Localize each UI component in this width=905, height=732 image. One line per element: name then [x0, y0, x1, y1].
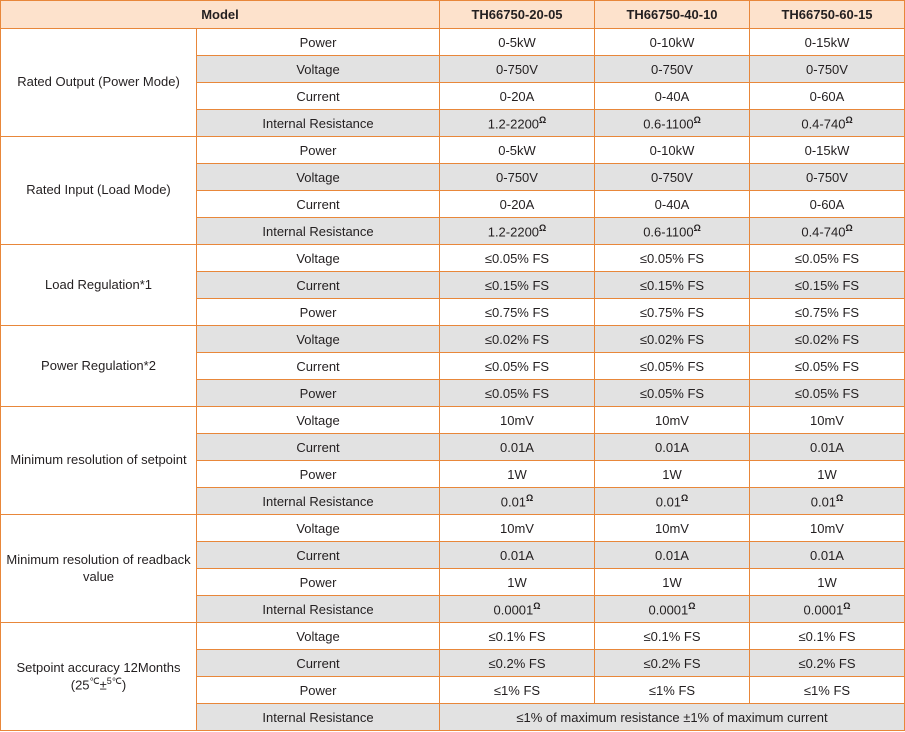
value-text: 0.0001 — [493, 602, 534, 618]
value-text: 0.4-740 — [801, 224, 846, 240]
ohm-unit-icon: Ω — [693, 114, 701, 125]
value-cell-merged: ≤1% of maximum resistance ±1% of maximum current — [440, 704, 905, 731]
value-text: ≤0.02% FS — [639, 331, 705, 347]
value-cell — [750, 623, 905, 650]
temp-prefix: (25 — [70, 677, 90, 693]
value-cell — [750, 218, 905, 245]
value-cell — [595, 542, 750, 569]
value-text: 0-60A — [809, 88, 845, 104]
temp-plusminus: ± — [99, 677, 107, 693]
header-row — [1, 1, 905, 29]
value-text: ≤0.75% FS — [484, 304, 550, 320]
value-cell — [595, 461, 750, 488]
value-text: ≤0.05% FS — [639, 250, 705, 266]
value-text: 1W — [507, 574, 527, 590]
value-cell — [750, 191, 905, 218]
parameter-label: Current — [197, 434, 440, 461]
value-text: 0.6-1100 — [643, 224, 694, 240]
value-cell — [750, 542, 905, 569]
value-text: 0-750V — [651, 61, 693, 77]
parameter-label: Internal Resistance — [197, 488, 440, 515]
value-text: 1.2-2200 — [487, 224, 540, 240]
row-group-label: Load Regulation*1 — [1, 245, 197, 326]
value-text: 0-5kW — [498, 142, 536, 158]
value-cell — [440, 353, 595, 380]
value-cell — [595, 164, 750, 191]
parameter-label: Internal Resistance — [197, 218, 440, 245]
value-text: 0.01A — [500, 439, 534, 455]
row-group-label: Rated Output (Power Mode) — [1, 29, 197, 137]
model-column-3: TH66750-60-15 — [750, 1, 905, 29]
parameter-label: Voltage — [197, 164, 440, 191]
value-text: 10mV — [500, 520, 534, 536]
row-group-label-line1: Setpoint accuracy 12Months — [16, 659, 181, 675]
value-cell — [750, 299, 905, 326]
ohm-unit-icon: Ω — [539, 222, 547, 233]
value-cell — [750, 137, 905, 164]
row-group-label: Minimum resolution of readback value — [1, 515, 197, 623]
row-group-label — [1, 623, 197, 731]
parameter-label: Current — [197, 542, 440, 569]
value-text: ≤0.15% FS — [794, 277, 860, 293]
value-cell — [750, 245, 905, 272]
value-text: 0.01A — [500, 547, 534, 563]
table-row — [1, 29, 905, 56]
value-text: 0-15kW — [804, 34, 850, 50]
parameter-label: Current — [197, 83, 440, 110]
table-row — [1, 137, 905, 164]
value-cell — [595, 677, 750, 704]
value-text: 0.0001 — [803, 602, 844, 618]
value-text: ≤0.05% FS — [484, 358, 550, 374]
ohm-unit-icon: Ω — [836, 492, 844, 503]
value-text: 1W — [817, 574, 837, 590]
ohm-unit-icon: Ω — [681, 492, 689, 503]
value-text: 10mV — [655, 520, 689, 536]
value-cell — [595, 596, 750, 623]
value-cell — [440, 164, 595, 191]
value-text: 1W — [817, 466, 837, 482]
value-cell — [595, 353, 750, 380]
value-cell — [440, 542, 595, 569]
value-cell — [750, 596, 905, 623]
value-cell — [440, 380, 595, 407]
value-text: 10mV — [655, 412, 689, 428]
value-cell — [595, 110, 750, 137]
parameter-label: Power — [197, 461, 440, 488]
row-group-label: Rated Input (Load Mode) — [1, 137, 197, 245]
value-cell — [595, 29, 750, 56]
value-text: 0-5kW — [498, 34, 536, 50]
table-row — [1, 515, 905, 542]
value-cell — [440, 434, 595, 461]
value-text: ≤0.15% FS — [484, 277, 550, 293]
value-cell — [595, 56, 750, 83]
value-text: 10mV — [810, 520, 844, 536]
value-text: 0-40A — [654, 196, 690, 212]
value-cell — [595, 380, 750, 407]
value-cell — [440, 515, 595, 542]
value-text: 0-750V — [806, 61, 848, 77]
value-cell — [750, 326, 905, 353]
parameter-label: Power — [197, 380, 440, 407]
value-cell — [440, 299, 595, 326]
parameter-label: Power — [197, 569, 440, 596]
value-text: ≤0.2% FS — [643, 655, 701, 671]
degree-celsius-icon: ℃ — [89, 675, 100, 686]
value-cell — [750, 488, 905, 515]
table-row — [1, 245, 905, 272]
table-body — [1, 29, 905, 731]
value-text: 0-10kW — [649, 142, 695, 158]
value-text: 0-20A — [499, 88, 535, 104]
value-text: ≤0.05% FS — [794, 385, 860, 401]
value-cell — [440, 407, 595, 434]
table-row — [1, 623, 905, 650]
value-text: 0-40A — [654, 88, 690, 104]
value-text: ≤1% FS — [648, 682, 696, 698]
value-cell — [595, 245, 750, 272]
value-text: ≤1% FS — [803, 682, 851, 698]
value-cell — [595, 434, 750, 461]
value-cell — [440, 29, 595, 56]
value-text: 1.2-2200 — [487, 116, 540, 132]
value-cell — [440, 650, 595, 677]
value-cell — [750, 83, 905, 110]
value-cell — [595, 218, 750, 245]
table-header — [1, 1, 905, 29]
value-cell — [595, 515, 750, 542]
row-group-label-line2 — [1, 676, 196, 694]
value-cell — [440, 110, 595, 137]
value-cell — [595, 569, 750, 596]
value-cell — [595, 137, 750, 164]
parameter-label: Voltage — [197, 515, 440, 542]
value-cell — [595, 407, 750, 434]
ohm-unit-icon: Ω — [533, 600, 541, 611]
value-cell — [750, 353, 905, 380]
parameter-label: Current — [197, 353, 440, 380]
value-text: ≤0.75% FS — [794, 304, 860, 320]
value-cell — [750, 650, 905, 677]
value-cell — [440, 137, 595, 164]
ohm-unit-icon: Ω — [526, 492, 534, 503]
value-text: ≤0.05% FS — [794, 358, 860, 374]
value-text: 0.01 — [810, 494, 837, 510]
value-cell — [440, 191, 595, 218]
value-text: ≤0.1% FS — [643, 628, 701, 644]
value-text: 0.4-740 — [801, 116, 846, 132]
value-cell — [750, 56, 905, 83]
value-text: ≤0.1% FS — [798, 628, 856, 644]
value-cell — [750, 677, 905, 704]
value-cell — [440, 623, 595, 650]
value-text: ≤0.05% FS — [639, 358, 705, 374]
value-text: 0.01A — [655, 547, 689, 563]
table-row — [1, 326, 905, 353]
value-text: ≤0.1% FS — [488, 628, 546, 644]
row-group-label: Power Regulation*2 — [1, 326, 197, 407]
value-text: 0-15kW — [804, 142, 850, 158]
parameter-label: Power — [197, 677, 440, 704]
value-cell — [440, 272, 595, 299]
parameter-label: Internal Resistance — [197, 110, 440, 137]
value-text: ≤0.05% FS — [484, 250, 550, 266]
value-text: 0.01 — [655, 494, 682, 510]
parameter-label: Voltage — [197, 56, 440, 83]
parameter-label: Power — [197, 29, 440, 56]
value-text: 0-20A — [499, 196, 535, 212]
ohm-unit-icon: Ω — [845, 114, 853, 125]
value-cell — [750, 110, 905, 137]
value-cell — [440, 461, 595, 488]
value-text: 0-60A — [809, 196, 845, 212]
value-cell — [750, 569, 905, 596]
value-cell — [440, 83, 595, 110]
parameter-label: Current — [197, 650, 440, 677]
value-text: ≤0.02% FS — [484, 331, 550, 347]
value-text: ≤0.2% FS — [798, 655, 856, 671]
value-cell — [440, 245, 595, 272]
value-cell — [440, 677, 595, 704]
parameter-label: Power — [197, 137, 440, 164]
value-text: 0-750V — [651, 169, 693, 185]
value-cell — [750, 461, 905, 488]
temp-suffix: ) — [121, 677, 127, 693]
value-cell — [750, 434, 905, 461]
value-cell — [750, 272, 905, 299]
value-cell — [440, 56, 595, 83]
temp-tolerance: 5℃ — [106, 675, 122, 686]
value-cell — [440, 569, 595, 596]
table-row — [1, 407, 905, 434]
parameter-label: Current — [197, 191, 440, 218]
value-text: ≤0.02% FS — [794, 331, 860, 347]
value-cell — [750, 164, 905, 191]
value-cell — [750, 515, 905, 542]
value-cell — [750, 29, 905, 56]
value-cell — [440, 596, 595, 623]
value-cell — [595, 488, 750, 515]
value-text: 0.01A — [655, 439, 689, 455]
value-text: 0.01 — [500, 494, 527, 510]
value-text: 0.01A — [810, 439, 844, 455]
parameter-label: Voltage — [197, 407, 440, 434]
value-text: 10mV — [810, 412, 844, 428]
parameter-label: Internal Resistance — [197, 704, 440, 731]
parameter-label: Internal Resistance — [197, 596, 440, 623]
value-text: ≤0.05% FS — [794, 250, 860, 266]
parameter-label: Power — [197, 299, 440, 326]
value-text: 0-750V — [496, 61, 538, 77]
model-column-2: TH66750-40-10 — [595, 1, 750, 29]
ohm-unit-icon: Ω — [693, 222, 701, 233]
value-cell — [440, 218, 595, 245]
value-cell — [595, 650, 750, 677]
model-header-cell: Model — [1, 1, 440, 29]
value-text: 1W — [662, 574, 682, 590]
value-text: 1W — [662, 466, 682, 482]
value-text: 0.6-1100 — [643, 116, 694, 132]
value-cell — [595, 272, 750, 299]
value-cell — [595, 623, 750, 650]
value-cell — [595, 326, 750, 353]
value-text: 1W — [507, 466, 527, 482]
value-cell — [750, 380, 905, 407]
ohm-unit-icon: Ω — [688, 600, 696, 611]
value-text: 0-10kW — [649, 34, 695, 50]
value-text: ≤0.15% FS — [639, 277, 705, 293]
value-cell — [595, 299, 750, 326]
value-text: ≤0.2% FS — [488, 655, 546, 671]
ohm-unit-icon: Ω — [845, 222, 853, 233]
parameter-label: Voltage — [197, 326, 440, 353]
row-group-label: Minimum resolution of setpoint — [1, 407, 197, 515]
value-text: ≤1% FS — [493, 682, 541, 698]
parameter-label: Current — [197, 272, 440, 299]
model-column-1: TH66750-20-05 — [440, 1, 595, 29]
value-text: 0-750V — [496, 169, 538, 185]
value-text: 0-750V — [806, 169, 848, 185]
value-text: 10mV — [500, 412, 534, 428]
value-text: ≤0.05% FS — [484, 385, 550, 401]
value-text: 0.01A — [810, 547, 844, 563]
value-cell — [750, 407, 905, 434]
ohm-unit-icon: Ω — [843, 600, 851, 611]
parameter-label: Voltage — [197, 623, 440, 650]
value-cell — [440, 488, 595, 515]
value-cell — [440, 326, 595, 353]
value-cell — [595, 191, 750, 218]
parameter-label: Voltage — [197, 245, 440, 272]
value-cell — [595, 83, 750, 110]
value-text: ≤0.75% FS — [639, 304, 705, 320]
ohm-unit-icon: Ω — [539, 114, 547, 125]
value-text: ≤0.05% FS — [639, 385, 705, 401]
value-text: 0.0001 — [648, 602, 689, 618]
